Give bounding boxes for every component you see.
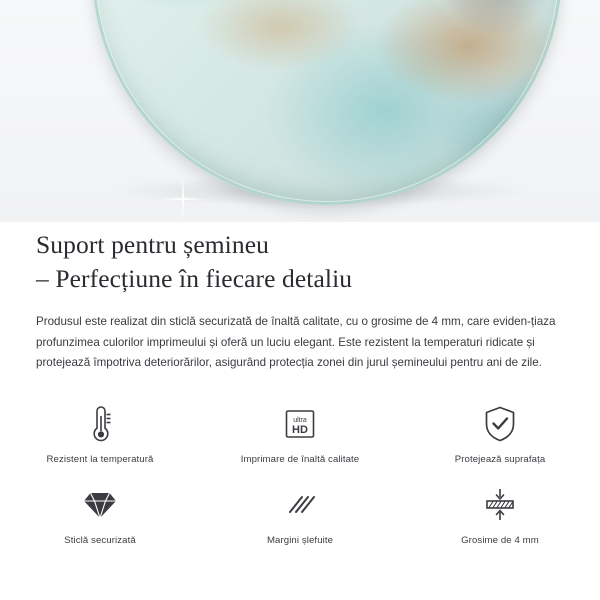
- feature-item-surface-protection: [400, 402, 600, 465]
- page-title: [0, 228, 600, 296]
- headline-line-1: Suport pentru șemineu: [36, 230, 269, 259]
- thermometer-icon: [83, 402, 117, 446]
- feature-item-tempered-glass: [0, 483, 200, 546]
- feature-label: Protejează suprafața: [454, 454, 546, 465]
- polished-edges-icon: [281, 483, 319, 527]
- feature-label: Imprimare de înaltă calitate: [240, 454, 360, 465]
- feature-label: Grosime de 4 mm: [461, 535, 539, 546]
- svg-text:ultra: ultra: [293, 417, 307, 424]
- feature-item-temperature: [0, 402, 200, 465]
- feature-label: Margini șlefuite: [266, 535, 334, 546]
- description-paragraph: Produsul este realizat din sticlă securizată de înaltă calitate, cu o grosime de 4 mm, care eviden-țiaza profunzimea culorilor imprimeului și oferă un luciu elegant. Este rezistent la temperaturi ridicate și protejează împotriva deteriorărilor, asigurând protecția zonei din jurul șemineului pentru ani de zile.: [36, 315, 556, 369]
- text-content: [0, 228, 600, 374]
- feature-item-polished-edges: [200, 483, 400, 546]
- svg-text:HD: HD: [292, 424, 308, 436]
- round-glass-plate-image: [92, 0, 562, 205]
- thickness-4mm-icon: [480, 483, 520, 527]
- feature-label: Sticlă securizată: [64, 535, 136, 546]
- feature-label: Rezistent la temperatură: [46, 454, 154, 465]
- hero-image-area: [0, 0, 600, 222]
- feature-item-thickness: [400, 483, 600, 546]
- shield-check-icon: [482, 402, 518, 446]
- headline-line-2: – Perfecțiune în fiecare detaliu: [36, 264, 353, 293]
- diamond-icon: [81, 483, 119, 527]
- feature-item-print-quality: [200, 402, 400, 465]
- feature-grid: [0, 402, 600, 546]
- ultra-hd-icon: [282, 402, 318, 446]
